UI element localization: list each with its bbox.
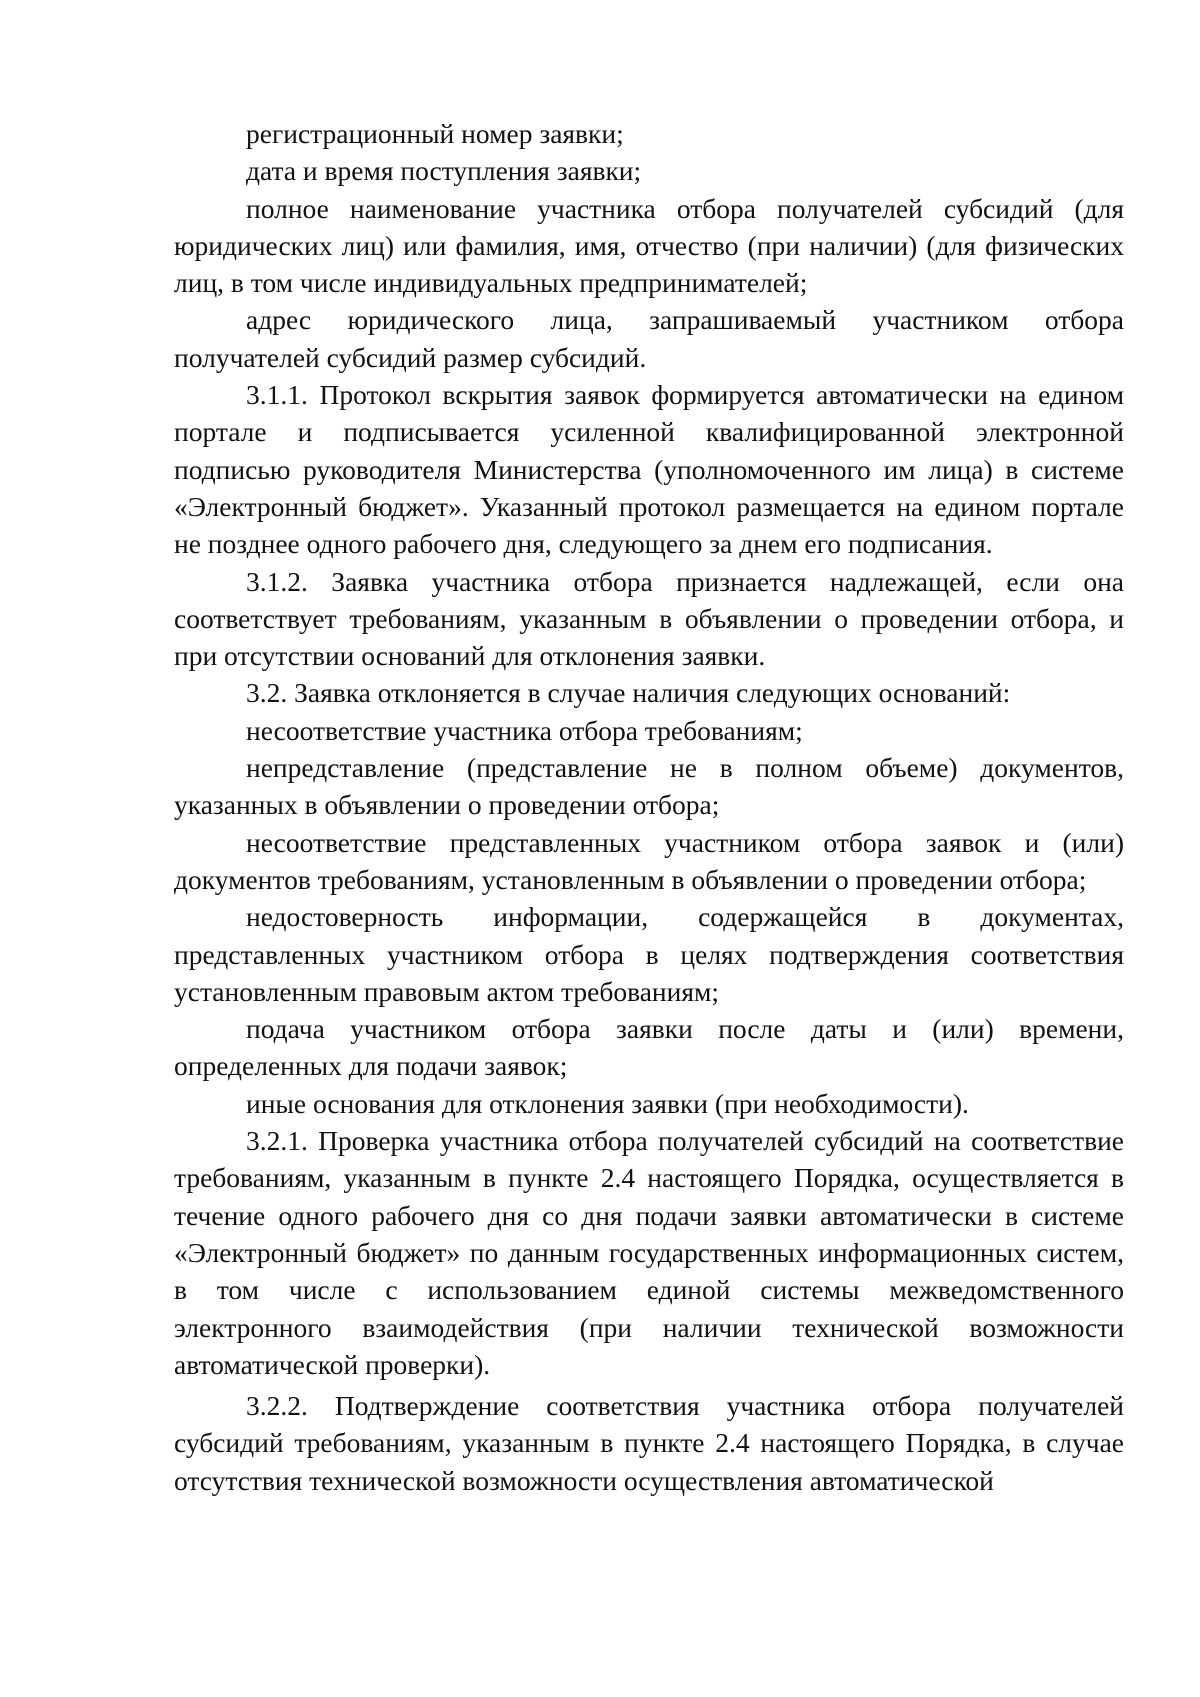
paragraph-3-2: 3.2. Заявка отклоняется в случае наличия следующих оснований: (246, 677, 1011, 709)
paragraph-full-name: полное наименование участника отбора получателей субсидий (для юридических лиц) или фамилия, имя, отчество (при наличии) (для физических лиц, в том числе индивидуальных предпринимателей; (174, 192, 1124, 299)
paragraph-reason-nonsubmission: непредставление (представление не в полном объеме) документов, указанных в объявлении о проведении отбора; (174, 752, 1124, 821)
paragraph-3-2-2: 3.2.2. Подтверждение соответствия участника отбора получателей субсидий требованиям, указанным в пункте 2.4 настоящего Порядка, в случае отсутствия технической возможности осуществления автоматической (174, 1390, 1124, 1496)
paragraph-reason-inaccuracy: недостоверность информации, содержащейся в документах, представленных участником отбора в целях подтверждения соответствия установленным правовым актом требованиям; (174, 901, 1124, 1007)
paragraph-address: адрес юридического лица, запрашиваемый участником отбора получателей субсидий размер субсидий. (174, 304, 1124, 373)
paragraph-reason-other: иные основания для отклонения заявки (при необходимости). (246, 1087, 969, 1119)
paragraph-3-1-1: 3.1.1. Протокол вскрытия заявок формируется автоматически на едином портале и подписывается усиленной квалифицированной электронной подписью руководителя Министерства (уполномоченного им лица) в системе «Электронный бюджет». Указанный протокол размещается на едином портале не позднее одного рабочего дня, следующего за днем его подписания. (174, 379, 1124, 560)
paragraph-reason-document-mismatch: несоответствие представленных участником отбора заявок и (или) документов требованиям, установленным в объявлении о проведении отбора; (174, 826, 1124, 895)
paragraph-date-time: дата и время поступления заявки; (246, 155, 642, 187)
document-body (174, 115, 1124, 1499)
paragraph-3-2-1: 3.2.1. Проверка участника отбора получателей субсидий на соответствие требованиям, указанным в пункте 2.4 настоящего Порядка, осуществляется в течение одного рабочего дня со дня подачи заявки автоматически в системе «Электронный бюджет» по данным государственных информационных систем, в том числе с использованием единой системы межведомственного электронного взаимодействия (при наличии технической возможности автоматической проверки). (174, 1125, 1124, 1380)
paragraph-reason-late-submission: подача участником отбора заявки после даты и (или) времени, определенных для подачи заявок; (174, 1013, 1124, 1082)
paragraph-registration-number: регистрационный номер заявки; (246, 118, 624, 149)
paragraph-3-1-2: 3.1.2. Заявка участника отбора признается надлежащей, если она соответствует требованиям, указанным в объявлении о проведении отбора, и при отсутствии оснований для отклонения заявки. (174, 565, 1124, 672)
paragraph-reason-noncompliance: несоответствие участника отбора требованиям; (246, 714, 803, 746)
